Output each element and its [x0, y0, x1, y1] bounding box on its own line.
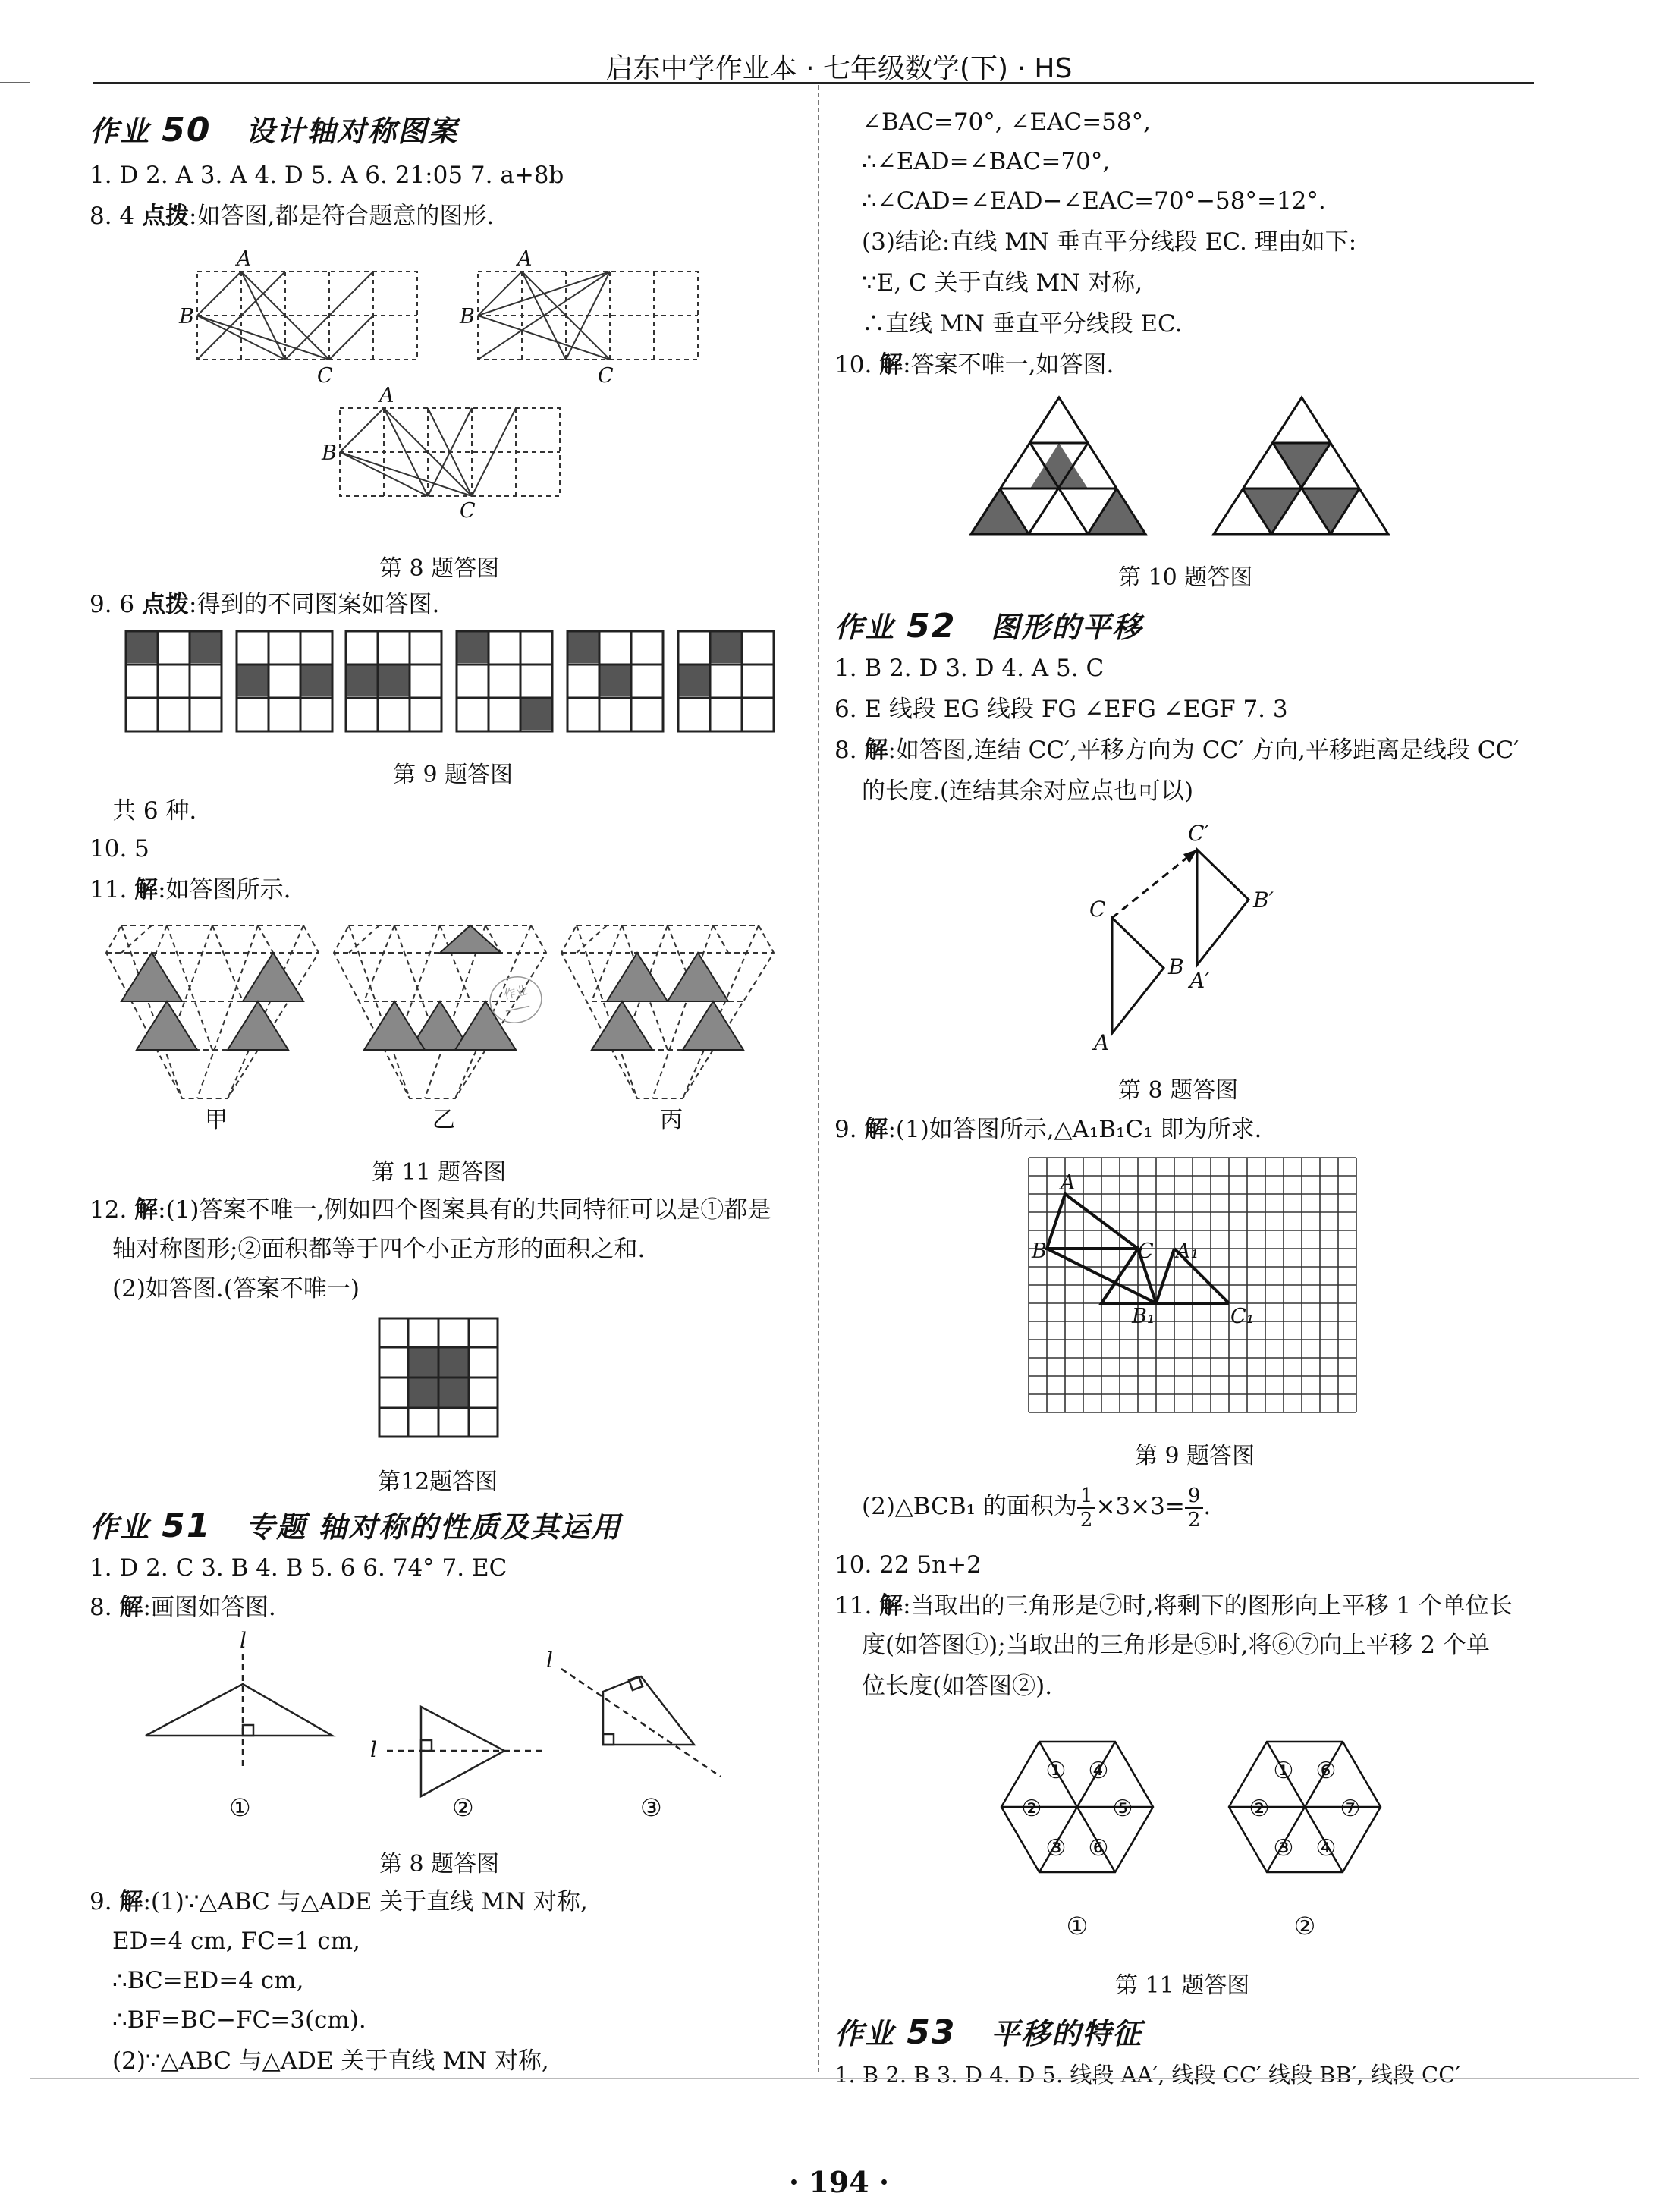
svg-text:A: A: [379, 384, 394, 407]
svg-text:①: ①: [1045, 1758, 1067, 1784]
svg-text:A₁: A₁: [1176, 1240, 1199, 1263]
r-line2: ∴∠EAD=∠BAC=70°,: [862, 148, 1111, 175]
hw50-q9-total: 共 6 种.: [112, 797, 197, 825]
fig8-caption: 第 8 题答图: [379, 555, 500, 582]
svg-text:甲: 甲: [205, 1107, 228, 1133]
fig8b-caption: 第 8 题答图: [379, 1851, 500, 1877]
hw53-heading: 作业 53 平移的特征: [834, 2013, 1143, 2052]
fig11-caption: 第 11 题答图: [372, 1159, 507, 1186]
svg-text:④: ④: [1088, 1758, 1109, 1784]
svg-text:B: B: [460, 305, 475, 328]
svg-text:C: C: [1089, 897, 1106, 922]
fig11r-caption: 第 11 题答图: [1115, 1972, 1250, 1999]
svg-text:③: ③: [1273, 1835, 1294, 1862]
svg-text:作业: 作业: [502, 982, 529, 1002]
fraction-one-half: $\frac{1}{2}$: [1077, 1485, 1096, 1532]
column-divider: [818, 85, 819, 2072]
r-line5: ∵E, C 关于直线 MN 对称,: [862, 269, 1143, 297]
fig11-hexagons: [979, 1723, 1403, 1943]
r-line1: ∠BAC=70°, ∠EAC=58°,: [862, 108, 1151, 136]
hw50-q11: 11. 解:如答图所示.: [90, 876, 291, 903]
svg-text:C: C: [460, 499, 476, 523]
svg-text:A: A: [517, 247, 533, 271]
svg-text:B′: B′: [1253, 888, 1274, 913]
hw52-q11-line3: 位长度(如答图②).: [862, 1673, 1053, 1700]
hw51-answers-1-7: 1. D 2. C 3. B 4. B 5. 6 6. 74° 7. EC: [90, 1554, 507, 1582]
hw50-q9: 9. 6 点拨:得到的不同图案如答图.: [90, 591, 440, 618]
hw50-q8: 8. 4 点拨:如答图,都是符合题意的图形.: [90, 203, 495, 230]
svg-text:④: ④: [1315, 1835, 1337, 1862]
svg-text:A: A: [1094, 1030, 1110, 1055]
svg-text:⑤: ⑤: [1112, 1796, 1133, 1822]
hw50-answers-1-7: 1. D 2. A 3. A 4. D 5. A 6. 21:05 7. a+8b: [90, 162, 564, 189]
hw51-q8: 8. 解:画图如答图.: [90, 1594, 276, 1621]
svg-text:⑦: ⑦: [1340, 1796, 1361, 1822]
hw52-q8-line2: 的长度.(连结其余对应点也可以): [862, 778, 1194, 805]
hw52-q11-line2: 度(如答图①);当取出的三角形是⑤时,将⑥⑦向上平移 2 个单: [862, 1632, 1490, 1659]
fig8r-caption: 第 8 题答图: [1118, 1077, 1239, 1104]
svg-text:C: C: [598, 364, 614, 388]
svg-text:l: l: [546, 1648, 553, 1673]
svg-text:丙: 丙: [660, 1107, 683, 1133]
fig12-caption: 第12题答图: [378, 1469, 498, 1495]
svg-text:③: ③: [1045, 1835, 1067, 1862]
svg-text:③: ③: [640, 1793, 662, 1822]
fig10-caption: 第 10 题答图: [1118, 564, 1253, 591]
hw52-q9-line1: 9. 解:(1)如答图所示,△A₁B₁C₁ 即为所求.: [834, 1116, 1262, 1143]
page-header-title: 启东中学作业本 · 七年级数学(下) · HS: [605, 53, 1073, 84]
hw51-q9-line4: ∴BF=BC−FC=3(cm).: [112, 2006, 366, 2034]
svg-text:①: ①: [1066, 1912, 1089, 1940]
hw52-answers-1-5: 1. B 2. D 3. D 4. A 5. C: [834, 655, 1105, 682]
fig9r-caption: 第 9 题答图: [1135, 1443, 1255, 1469]
fig9-caption: 第 9 题答图: [393, 762, 514, 788]
footer-rule: [30, 2078, 1639, 2079]
hw50-heading: 作业 50 设计轴对称图案: [90, 111, 459, 149]
svg-text:C: C: [1138, 1240, 1154, 1263]
r-line3: ∴∠CAD=∠EAD−∠EAC=70°−58°=12°.: [862, 187, 1326, 215]
fig11-patterns: [106, 910, 774, 1138]
svg-text:A: A: [237, 247, 252, 271]
svg-text:B: B: [179, 305, 194, 328]
hw52-answers-6-7: 6. E 线段 EG 线段 FG ∠EFG ∠EGF 7. 3: [834, 696, 1288, 723]
fig10-triangles: [963, 394, 1403, 539]
r-line4: (3)结论:直线 MN 垂直平分线段 EC. 理由如下:: [862, 228, 1357, 256]
hw50-q10: 10. 5: [90, 835, 149, 862]
hw52-q10: 10. 22 5n+2: [834, 1551, 982, 1579]
svg-text:①: ①: [229, 1793, 251, 1822]
fig8-axis-shapes: [137, 1628, 743, 1822]
svg-text:C′: C′: [1188, 821, 1209, 846]
fig8-grids: [179, 243, 728, 523]
hw50-q12-line1: 12. 解:(1)答案不唯一,例如四个图案具有的共同特征可以是①都是: [90, 1196, 771, 1224]
fig12-grid: [378, 1317, 499, 1438]
svg-text:B: B: [322, 441, 337, 465]
page-number: · 194 ·: [788, 2165, 890, 2199]
header-stub-rule: [0, 82, 30, 83]
hw51-heading: 作业 51 专题 轴对称的性质及其运用: [90, 1507, 622, 1545]
svg-text:B₁: B₁: [1132, 1305, 1155, 1328]
svg-text:②: ②: [1021, 1796, 1042, 1822]
svg-text:l: l: [370, 1737, 377, 1762]
svg-text:乙: 乙: [432, 1107, 455, 1133]
svg-text:②: ②: [1293, 1912, 1316, 1940]
hw52-heading: 作业 52 图形的平移: [834, 607, 1143, 646]
svg-text:②: ②: [452, 1793, 474, 1822]
fig9-grid-triangles: [1027, 1156, 1361, 1414]
svg-text:C₁: C₁: [1230, 1305, 1255, 1328]
header-rule: [93, 82, 1534, 84]
svg-text:B: B: [1032, 1240, 1047, 1263]
hw52-q9-area: (2)△BCB₁ 的面积为 $\frac{1}{2}$ ×3×3= $\frac{9}{2}$ .: [862, 1484, 1211, 1532]
svg-text:l: l: [240, 1628, 247, 1653]
fraction-nine-halves: $\frac{9}{2}$: [1185, 1485, 1204, 1532]
svg-text:①: ①: [1273, 1758, 1294, 1784]
r-line6: ∴直线 MN 垂直平分线段 EC.: [862, 310, 1183, 338]
svg-text:C: C: [317, 364, 333, 388]
svg-text:⑥: ⑥: [1088, 1835, 1109, 1862]
svg-text:B: B: [1168, 954, 1184, 979]
fig8-translation: [1089, 819, 1274, 1055]
r-q10: 10. 解:答案不唯一,如答图.: [834, 351, 1114, 379]
fig9-grids: [124, 630, 777, 733]
hw50-q12-line2: 轴对称图形;②面积都等于四个小正方形的面积之和.: [112, 1236, 646, 1263]
hw51-q9-line3: ∴BC=ED=4 cm,: [112, 1967, 304, 1994]
svg-text:⑥: ⑥: [1315, 1758, 1337, 1784]
hw52-q11-line1: 11. 解:当取出的三角形是⑦时,将剩下的图形向上平移 1 个单位长: [834, 1592, 1513, 1620]
hw51-q9-line1: 9. 解:(1)∵△ABC 与△ADE 关于直线 MN 对称,: [90, 1888, 588, 1915]
svg-text:②: ②: [1249, 1796, 1270, 1822]
hw51-q9-line5: (2)∵△ABC 与△ADE 关于直线 MN 对称,: [112, 2047, 549, 2075]
hw50-q12-line3: (2)如答图.(答案不唯一): [112, 1275, 360, 1302]
svg-text:A′: A′: [1189, 968, 1210, 993]
hw52-q8-line1: 8. 解:如答图,连结 CC′,平移方向为 CC′ 方向,平移距离是线段 CC′: [834, 737, 1519, 764]
hw51-q9-line2: ED=4 cm, FC=1 cm,: [112, 1928, 360, 1955]
svg-text:A: A: [1061, 1171, 1076, 1195]
hw53-answers: 1. B 2. B 3. D 4. D 5. 线段 AA′, 线段 CC′ 线段 BB′, 线段 CC′: [834, 2062, 1460, 2088]
